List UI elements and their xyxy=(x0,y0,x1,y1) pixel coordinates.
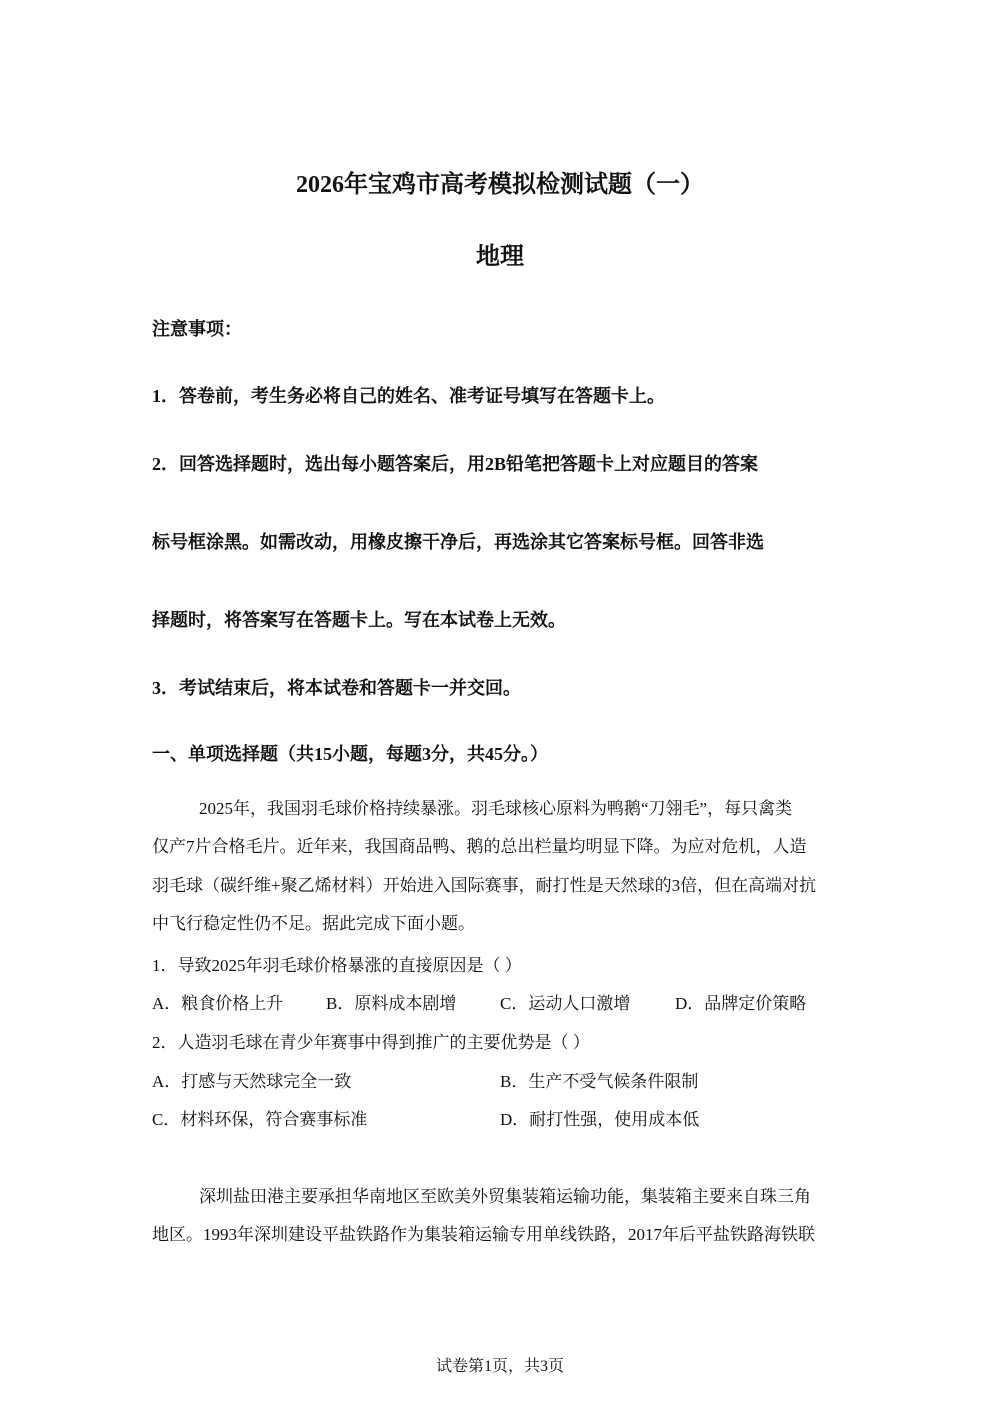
option-b: B．原料成本剧增 xyxy=(326,994,457,1013)
option-c: C．材料环保，符合赛事标准 xyxy=(152,1110,368,1129)
option-d: D．耐打性强，使用成本低 xyxy=(500,1110,700,1129)
option-b: B．生产不受气候条件限制 xyxy=(500,1072,699,1091)
passage-line: 羽毛球（碳纤维+聚乙烯材料）开始进入国际赛事，耐打性是天然球的3倍，但在高端对抗 xyxy=(152,876,817,895)
notice-heading: 注意事项： xyxy=(152,319,242,339)
page-footer: 试卷第1页，共3页 xyxy=(435,1358,564,1375)
passage-line: 地区。1993年深圳建设平盐铁路作为集装箱运输专用单线铁路，2017年后平盐铁路海铁联 xyxy=(152,1225,815,1244)
section-title: 一、单项选择题（共15小题，每题3分，共45分。） xyxy=(152,744,548,764)
question-stem: 2．人造羽毛球在青少年赛事中得到推广的主要优势是（ ） xyxy=(152,1033,590,1052)
notice-line: 3．考试结束后，将本试卷和答题卡一并交回。 xyxy=(152,678,521,698)
subject-title: 地理 xyxy=(476,244,524,270)
passage-line: 深圳盐田港主要承担华南地区至欧美外贸集装箱运输功能，集装箱主要来自珠三角 xyxy=(199,1187,811,1206)
passage-line: 中飞行稳定性仍不足。据此完成下面小题。 xyxy=(152,914,475,933)
option-a: A．粮食价格上升 xyxy=(152,994,284,1013)
option-a: A．打感与天然球完全一致 xyxy=(152,1072,352,1091)
notice-line: 标号框涂黑。如需改动，用橡皮擦干净后，再选涂其它答案标号框。回答非选 xyxy=(152,532,764,552)
option-c: C．运动人口激增 xyxy=(500,994,631,1013)
notice-line: 择题时，将答案写在答题卡上。写在本试卷上无效。 xyxy=(152,610,566,630)
passage-line: 2025年，我国羽毛球价格持续暴涨。羽毛球核心原料为鸭鹅“刀翎毛”，每只禽类 xyxy=(199,799,793,818)
passage-line: 仅产7片合格毛片。近年来，我国商品鸭、鹅的总出栏量均明显下降。为应对危机，人造 xyxy=(152,837,807,856)
option-d: D．品牌定价策略 xyxy=(675,994,807,1013)
exam-title: 2026年宝鸡市高考模拟检测试题（一） xyxy=(296,172,704,198)
notice-line: 1．答卷前，考生务必将自己的姓名、准考证号填写在答题卡上。 xyxy=(152,386,665,406)
notice-line: 2．回答选择题时，选出每小题答案后，用2B铅笔把答题卡上对应题目的答案 xyxy=(152,454,759,474)
question-stem: 1．导致2025年羽毛球价格暴涨的直接原因是（ ） xyxy=(152,956,522,975)
